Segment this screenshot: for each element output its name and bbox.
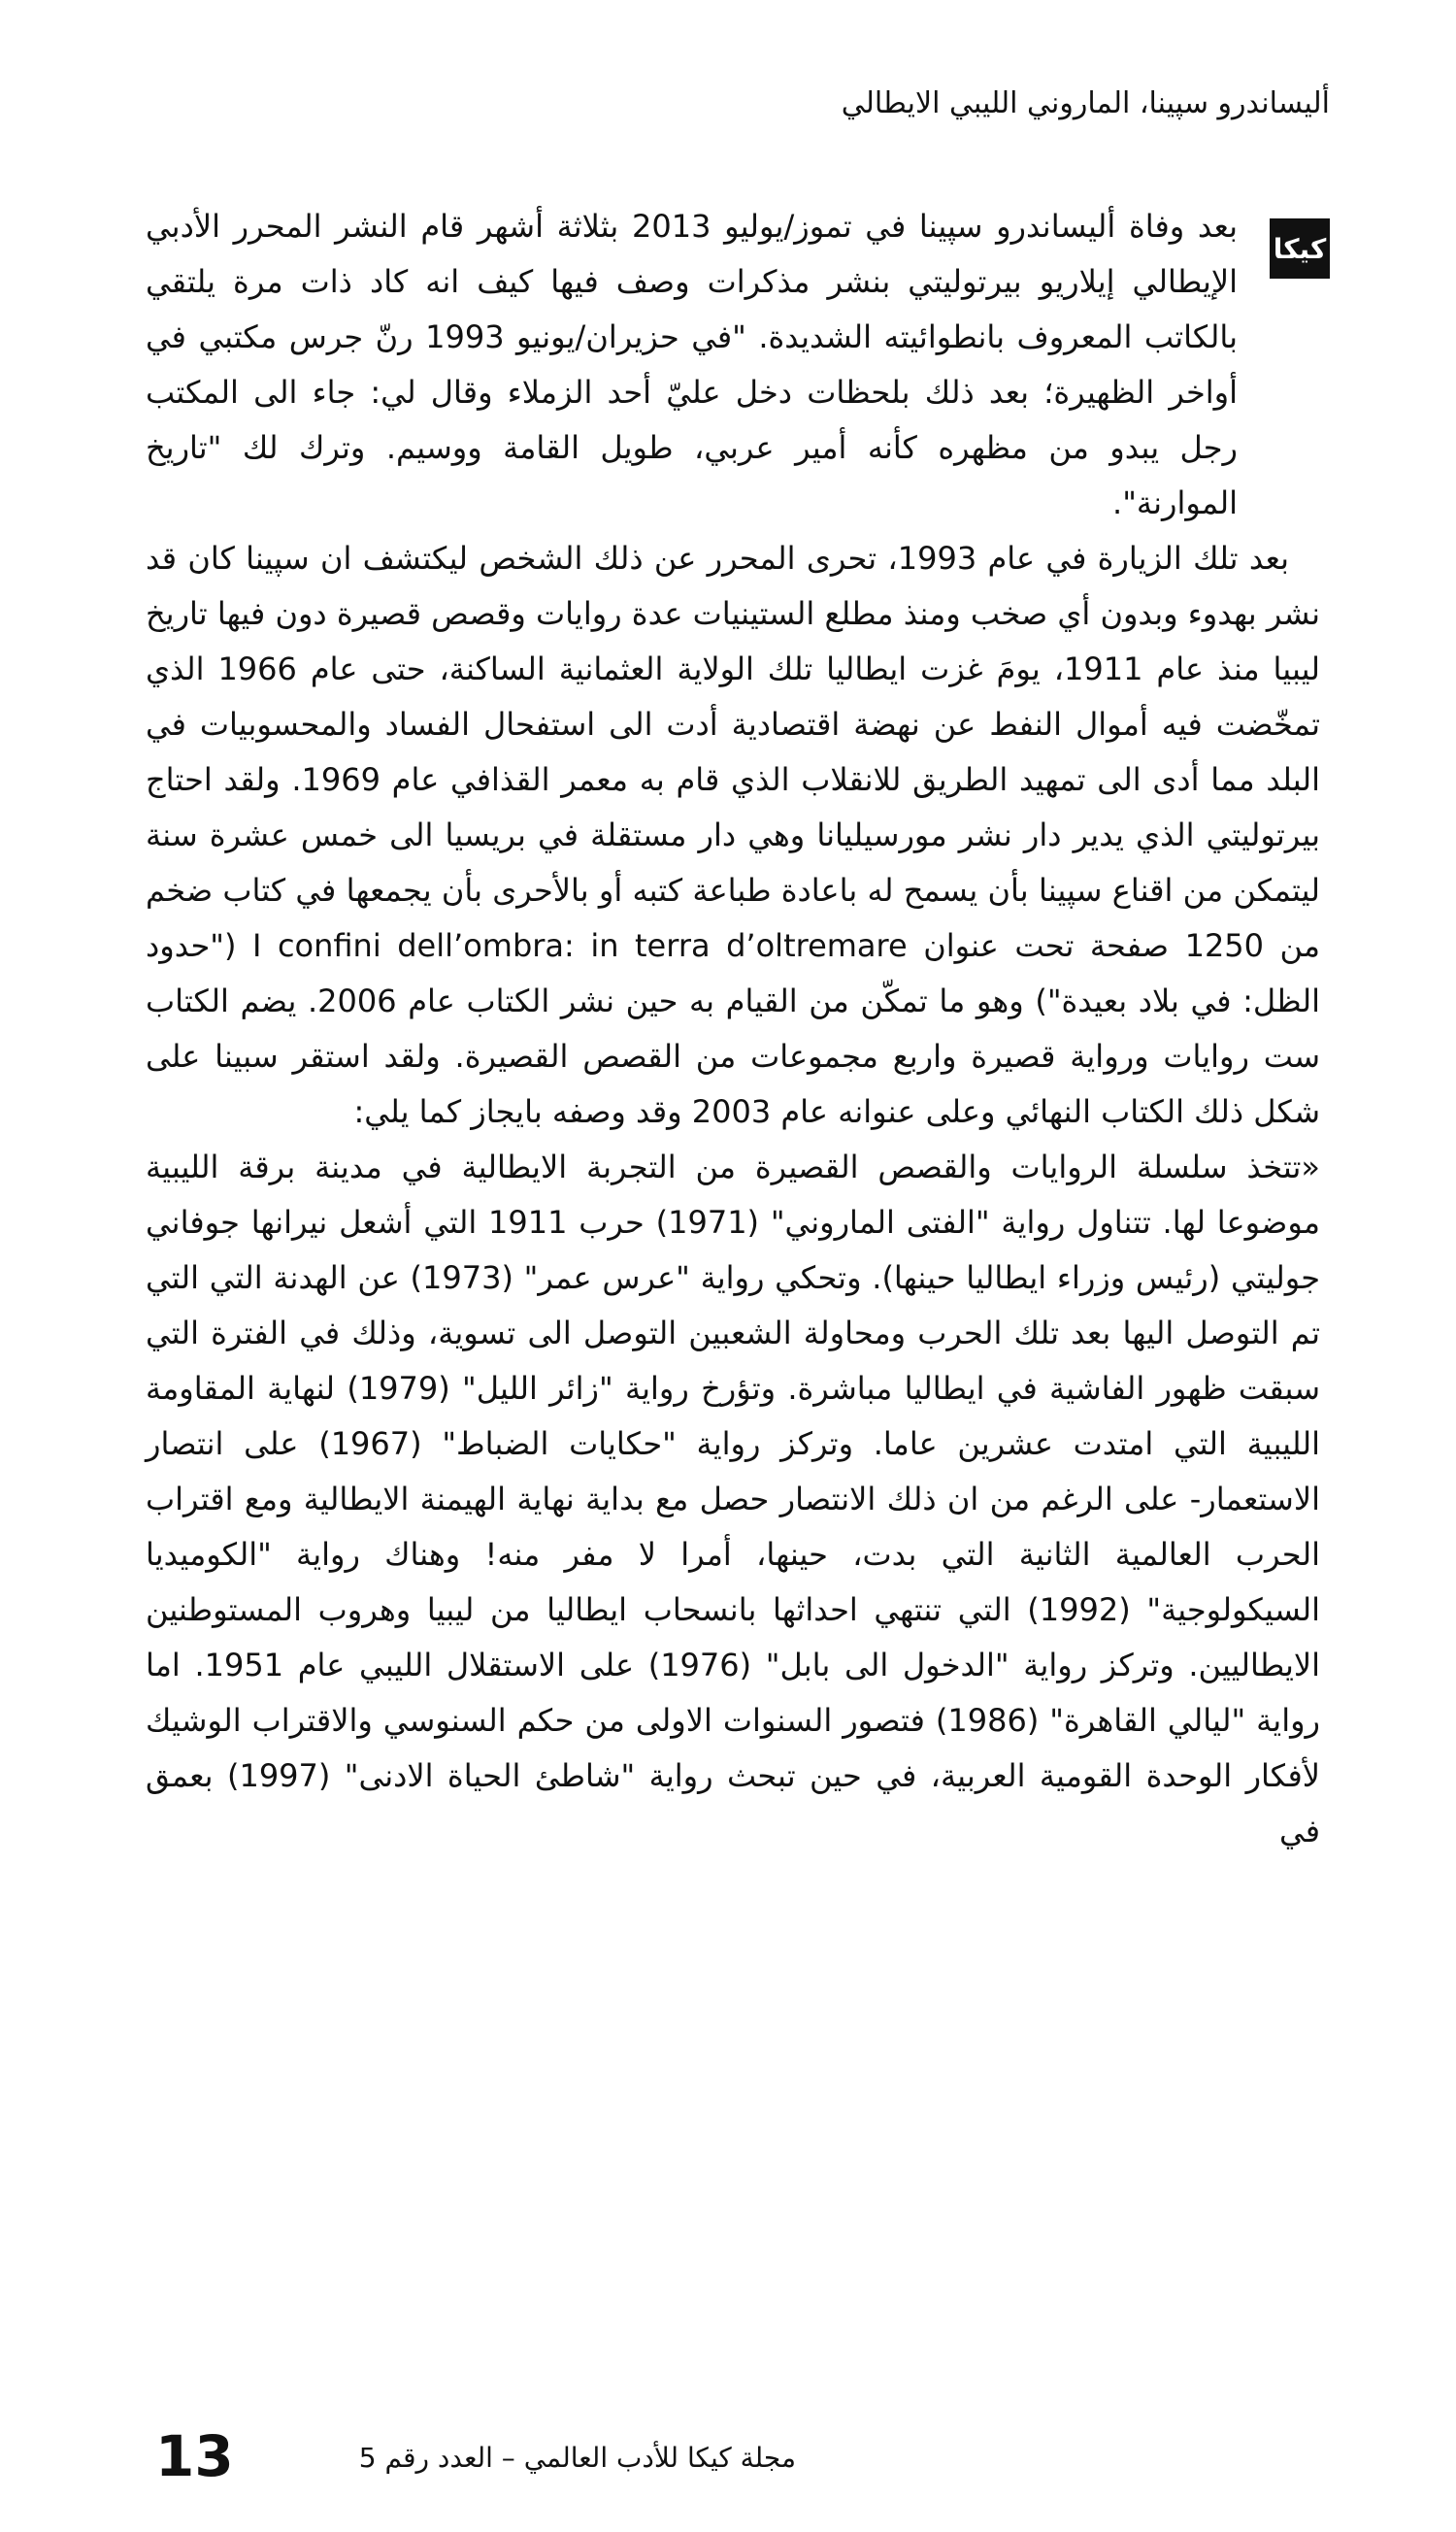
paragraph-3: «تتخذ سلسلة الروايات والقصص القصيرة من التجربة الايطالية في مدينة برقة الليبية موضوعا لها. تتناول رواية "الفتى الماروني" (1971) حرب 1911 التي أشعل نيرانها جوفاني جوليتي (رئيس وزراء ايطاليا حينها). وتحكي رواية "عرس عمر" (1973) عن الهدنة التي التي تم التوصل اليها بعد تلك الحرب ومحاولة الشعبين التوصل الى تسوية، وذلك في الفترة التي سبقت ظهور الفاشية في ايطاليا مباشرة. وتؤرخ رواية "زائر الليل" (1979) لنهاية المقاومة الليبية التي امتدت عشرين عاما. وتركز رواية "حكايات الضباط" (1967) على انتصار الاستعمار- على الرغم من ان ذلك الانتصار حصل مع بداية نهاية الهيمنة الايطالية ومع اقتراب الحرب العالمية الثانية التي بدت، حينها، أمرا لا مفر منه! وهناك رواية "الكوميديا السيكولوجية" (1992) التي تنتهي احداثها بانسحاب ايطاليا من ليبيا وهروب المستوطنين الايطاليين. وتركز رواية "الدخول الى بابل" (1976) على الاستقلال الليبي عام 1951. اما رواية "ليالي القاهرة" (1986) فتصور السنوات الاولى من حكم السنوسي والاقتراب الوشيك لأفكار الوحدة القومية العربية، في حين تبحث رواية "شاطئ الحياة الادنى" (1997) بعمق في xyxy=(146,1149,1321,1849)
paragraph-1: بعد وفاة أليساندرو سپينا في تموز/يوليو 2013 بثلاثة أشهر قام النشر المحرر الأدبي الإيطالي إيلاريو بيرتوليتي بنشر مذكرات وصف فيها كيف انه كاد ذات مرة يلتقي بالكاتب المعروف بانطوائيته الشديدة. "في حزيران/يونيو 1993 رنّ جرس مكتبي في أواخر الظهيرة؛ بعد ذلك بلحظات دخل عليّ أحد الزملاء وقال لي: جاء الى المكتب رجل يبدو من مظهره كأنه أمير عربي، طويل القامة ووسيم. وترك لك "تاريخ الموارنة". xyxy=(146,208,1239,521)
journal-footer: مجلة كيكا للأدب العالمي – العدد رقم 5 xyxy=(358,2442,796,2474)
running-header: أليساندرو سپينا، الماروني الليبي الايطالي xyxy=(841,86,1330,120)
kika-logo: كيكا xyxy=(1270,218,1330,279)
page-number: 13 xyxy=(155,2423,234,2489)
article-body xyxy=(146,199,1320,1859)
paragraph-2: بعد تلك الزيارة في عام 1993، تحرى المحرر عن ذلك الشخص ليكتشف ان سپينا كان قد نشر بهدوء وبدون أي صخب ومنذ مطلع الستينيات عدة روايات وقصص قصيرة دون فيها تاريخ ليبيا منذ عام 1911، يومَ غزت ايطاليا تلك الولاية العثمانية الساكنة، حتى عام 1966 الذي تمخّضت فيه أموال النفط عن نهضة اقتصادية أدت الى استفحال الفساد والمحسوبيات في البلد مما أدى الى تمهيد الطريق للانقلاب الذي قام به معمر القذافي عام 1969. ولقد احتاج بيرتوليتي الذي يدير دار نشر مورسيليانا وهي دار مستقلة في بريسيا الى خمس عشرة سنة ليتمكن من اقناع سپينا بأن يسمح له باعادة طباعة كتبه أو بالأحرى بأن يجمعها في كتاب ضخم من 1250 صفحة تحت عنوان I confini dell’ombra: in terra d’oltremare ("حدود الظل: في بلاد بعيدة") وهو ما تمكّن من القيام به حين نشر الكتاب عام 2006. يضم الكتاب ست روايات ورواية قصيرة واربع مجموعات من القصص القصيرة. ولقد استقر سبينا على شكل ذلك الكتاب النهائي وعلى عنوانه عام 2003 وقد وصفه بايجاز كما يلي: xyxy=(146,540,1321,1130)
